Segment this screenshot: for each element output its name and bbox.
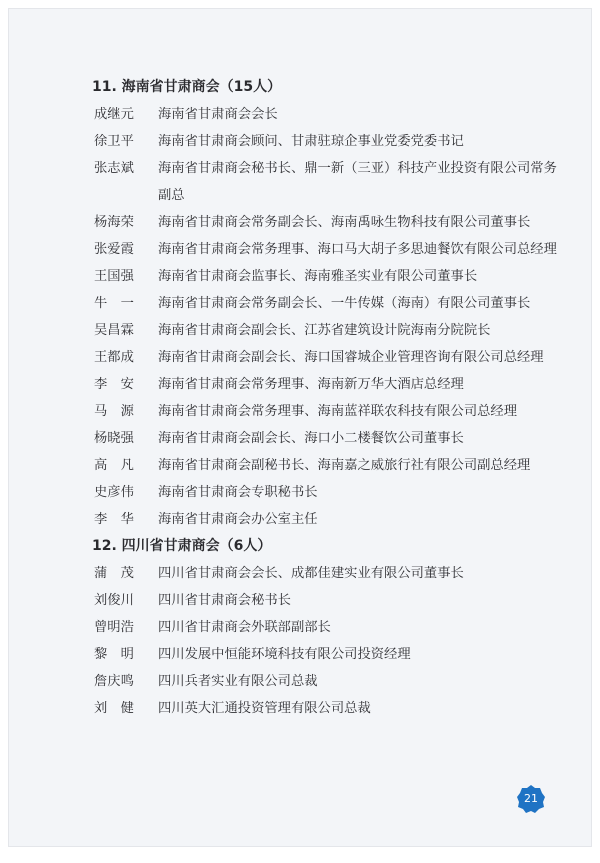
member-name: 李 华 [94, 512, 134, 527]
member-name: 杨海荣 [94, 215, 134, 230]
member-list [94, 74, 564, 722]
member-position: 海南省甘肃商会会长 [158, 107, 278, 122]
member-name: 曾明浩 [94, 620, 134, 635]
list-item [94, 668, 564, 695]
list-item [94, 209, 564, 236]
section-sichuan [94, 533, 564, 722]
list-item [94, 290, 564, 317]
member-name: 成继元 [94, 107, 134, 122]
list-item [94, 317, 564, 344]
member-name: 詹庆鸣 [94, 674, 134, 689]
member-name: 牛 一 [94, 296, 134, 311]
member-name: 刘俊川 [94, 593, 134, 608]
member-position: 海南省甘肃商会副秘书长、海南嘉之威旅行社有限公司副总经理 [158, 458, 531, 473]
member-position: 海南省甘肃商会专职秘书长 [158, 485, 318, 500]
member-name: 蒲 茂 [94, 566, 134, 581]
member-position: 四川英大汇通投资管理有限公司总裁 [158, 701, 371, 716]
section-hainan [94, 74, 564, 533]
list-item [94, 614, 564, 641]
member-name: 刘 健 [94, 701, 134, 716]
list-item [94, 236, 564, 263]
member-name: 高 凡 [94, 458, 134, 473]
member-name: 黎 明 [94, 647, 134, 662]
member-position: 海南省甘肃商会常务理事、海南蓝祥联农科技有限公司总经理 [158, 404, 518, 419]
member-position: 四川兵者实业有限公司总裁 [158, 674, 318, 689]
document-page [8, 8, 592, 847]
page-number: 21 [524, 792, 538, 805]
member-name: 吴昌霖 [94, 323, 134, 338]
list-item [94, 371, 564, 398]
member-name: 徐卫平 [94, 134, 134, 149]
list-item [94, 425, 564, 452]
member-name: 杨晓强 [94, 431, 134, 446]
list-item [94, 587, 564, 614]
list-item [94, 344, 564, 371]
member-position: 四川省甘肃商会会长、成都佳建实业有限公司董事长 [158, 566, 464, 581]
list-item [94, 263, 564, 290]
member-name: 李 安 [94, 377, 134, 392]
member-position: 海南省甘肃商会副会长、海口小二楼餐饮公司董事长 [158, 431, 464, 446]
member-position: 海南省甘肃商会秘书长、鼎一新（三亚）科技产业投资有限公司常务副总 [158, 161, 557, 203]
member-name: 史彦伟 [94, 485, 134, 500]
list-item [94, 695, 564, 722]
list-item [94, 155, 564, 209]
member-name: 王都成 [94, 350, 134, 365]
section-title: 11. 海南省甘肃商会（15人） [92, 79, 282, 95]
list-item [94, 506, 564, 533]
member-name: 王国强 [94, 269, 134, 284]
member-position: 海南省甘肃商会副会长、江苏省建筑设计院海南分院院长 [158, 323, 491, 338]
page-number-badge [516, 784, 546, 814]
list-item [94, 101, 564, 128]
member-name: 张志斌 [94, 161, 134, 176]
member-name: 张爱霞 [94, 242, 134, 257]
member-position: 海南省甘肃商会常务副会长、一牛传媒（海南）有限公司董事长 [158, 296, 531, 311]
list-item [94, 128, 564, 155]
member-position: 四川发展中恒能环境科技有限公司投资经理 [158, 647, 411, 662]
list-item [94, 398, 564, 425]
list-item [94, 479, 564, 506]
member-position: 海南省甘肃商会办公室主任 [158, 512, 318, 527]
member-position: 海南省甘肃商会副会长、海口国睿城企业管理咨询有限公司总经理 [158, 350, 544, 365]
member-position: 海南省甘肃商会常务理事、海口马大胡子多思迪餐饮有限公司总经理 [158, 242, 557, 257]
list-item [94, 641, 564, 668]
list-item [94, 560, 564, 587]
member-position: 海南省甘肃商会监事长、海南雅圣实业有限公司董事长 [158, 269, 478, 284]
member-position: 海南省甘肃商会常务副会长、海南禹咏生物科技有限公司董事长 [158, 215, 531, 230]
member-position: 四川省甘肃商会秘书长 [158, 593, 291, 608]
section-title: 12. 四川省甘肃商会（6人） [92, 538, 272, 554]
member-name: 马 源 [94, 404, 134, 419]
member-position: 海南省甘肃商会常务理事、海南新万华大酒店总经理 [158, 377, 464, 392]
member-position: 海南省甘肃商会顾问、甘肃驻琼企事业党委党委书记 [158, 134, 464, 149]
list-item [94, 452, 564, 479]
member-position: 四川省甘肃商会外联部副部长 [158, 620, 331, 635]
